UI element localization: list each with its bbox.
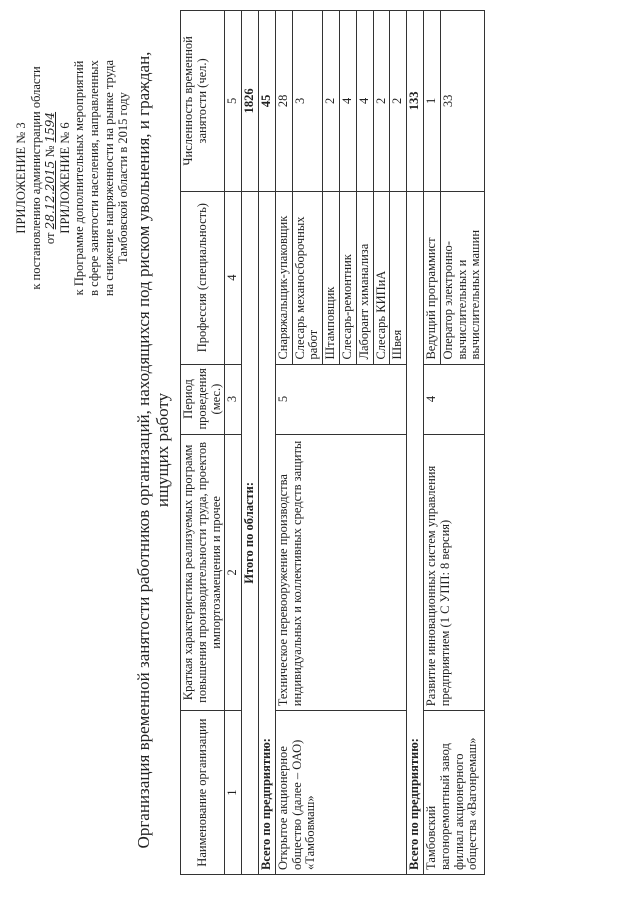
program-line: Тамбовской области в 2015 году bbox=[116, 92, 131, 264]
column-number: 2 bbox=[225, 434, 242, 711]
count-cell: 28 bbox=[275, 11, 292, 192]
count-cell: 2 bbox=[323, 11, 340, 192]
header-cell: Численность временной занятости (чел.) bbox=[181, 11, 225, 192]
org1-total-row bbox=[258, 11, 275, 875]
header-cell: Наименование организации bbox=[181, 711, 225, 875]
title-line: Организация временной занятости работников организаций, находящихся под риском увольнения, и граждан, bbox=[134, 51, 153, 849]
org1-description: Техническое перевооружение производства индивидуальных и коллективных средств защиты bbox=[275, 434, 406, 711]
program-line: на снижение напряженности на рынке труда bbox=[101, 59, 116, 297]
org1-total-value: 45 bbox=[258, 11, 275, 192]
header-cell: Период проведения (мес.) bbox=[181, 364, 225, 434]
org2-description: Развитие инновационных систем управления предприятием (1 С УПП: 8 версия) bbox=[423, 434, 484, 711]
org1-name: Открытое акционерное общество (далее – ОАО) «Тамбовмаш» bbox=[275, 711, 406, 875]
profession-cell: Лаборант химанализа bbox=[356, 191, 373, 364]
number-value: 1594 bbox=[43, 111, 58, 143]
document-title bbox=[134, 15, 172, 885]
profession-cell: Штамповщик bbox=[323, 191, 340, 364]
org2-total-row bbox=[407, 11, 424, 875]
date-value: 28.12.2015 bbox=[43, 160, 58, 230]
oblast-total-value: 1826 bbox=[242, 11, 259, 192]
employment-table bbox=[180, 10, 485, 875]
profession-cell: Слесарь механосборочных работ bbox=[292, 191, 323, 364]
program-line: в сфере занятости населения, направленных bbox=[86, 60, 101, 296]
program-line: к Программе дополнительных мероприятий bbox=[72, 60, 87, 296]
resolution-line: к постановлению администрации области bbox=[28, 66, 43, 290]
number-prefix: № bbox=[43, 145, 58, 158]
appendix-label: ПРИЛОЖЕНИЕ № 3 bbox=[14, 122, 28, 234]
org2-period: 4 bbox=[423, 364, 484, 434]
header-cell: Краткая характеристика реализуемых программ повышения производительности труда, проектов импортозамещения и прочее bbox=[181, 434, 225, 711]
count-cell: 33 bbox=[440, 11, 484, 192]
oblast-total-row bbox=[242, 11, 259, 875]
count-cell: 4 bbox=[356, 11, 373, 192]
org2-total-value: 133 bbox=[407, 11, 424, 192]
column-number: 3 bbox=[225, 364, 242, 434]
profession-cell: Снаряжальщик-упаковщик bbox=[275, 191, 292, 364]
appendix6-label: ПРИЛОЖЕНИЕ № 6 bbox=[57, 122, 72, 234]
column-number: 4 bbox=[225, 191, 242, 364]
org2-name: Тамбовский вагоноремонтный завод филиал акционерного общества «Вагонремаш» bbox=[423, 711, 484, 875]
oblast-total-label: Итого по области: bbox=[242, 191, 259, 874]
profession-cell: Ведущий программист bbox=[423, 191, 440, 364]
org1-total-label: Всего по предприятию: bbox=[258, 191, 275, 874]
header-cell: Профессия (специальность) bbox=[181, 191, 225, 364]
org2-total-label: Всего по предприятию: bbox=[407, 191, 424, 874]
count-cell: 4 bbox=[339, 11, 356, 192]
profession-cell: Слесарь КИПиА bbox=[373, 191, 390, 364]
profession-cell: Оператор электронно-вычислительных и вычислительных машин bbox=[440, 191, 484, 364]
profession-cell: Слесарь-ремонтник bbox=[339, 191, 356, 364]
column-number: 1 bbox=[225, 711, 242, 875]
count-cell: 3 bbox=[292, 11, 323, 192]
title-line: ищущих работу bbox=[153, 392, 172, 508]
date-prefix: от bbox=[43, 232, 58, 245]
table-row bbox=[423, 11, 440, 875]
profession-cell: Швея bbox=[390, 191, 407, 364]
count-cell: 2 bbox=[373, 11, 390, 192]
table-row bbox=[275, 11, 292, 875]
org1-period: 5 bbox=[275, 364, 406, 434]
header-row bbox=[181, 11, 225, 875]
header-block bbox=[14, 13, 131, 343]
column-number: 5 bbox=[225, 11, 242, 192]
count-cell: 1 bbox=[423, 11, 440, 192]
count-cell: 2 bbox=[390, 11, 407, 192]
date-number-line bbox=[43, 13, 58, 343]
column-number-row bbox=[225, 11, 242, 875]
